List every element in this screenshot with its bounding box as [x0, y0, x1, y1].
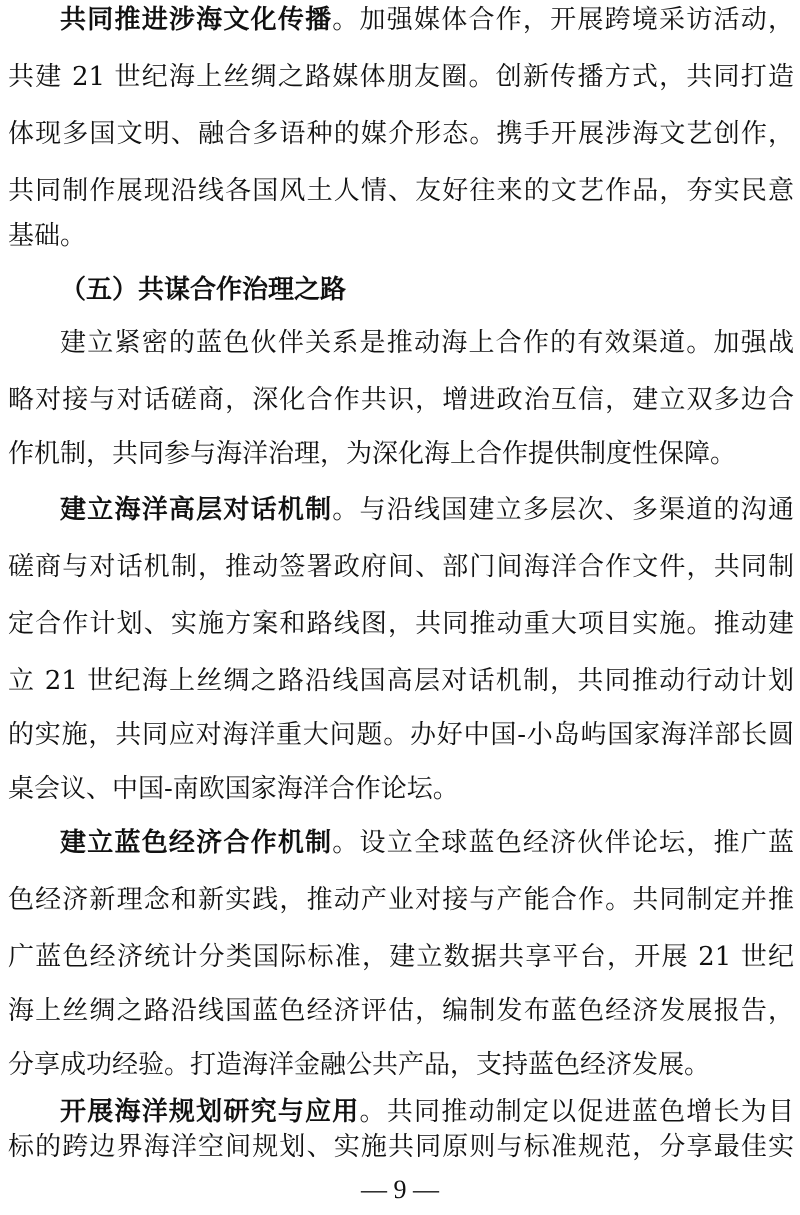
paragraph-5-line-1 [8, 1092, 794, 1132]
paragraph-4-line-3: 广蓝色经济统计分类国际标准，建立数据共享平台，开展 21 世纪 [8, 942, 794, 972]
paragraph-5-line-2: 标的跨边界海洋空间规划、实施共同原则与标准规范，分享最佳实 [8, 1132, 794, 1162]
paragraph-2-line-1: 建立紧密的蓝色伙伴关系是推动海上合作的有效渠道。加强战 [60, 328, 794, 358]
paragraph-3-line-2: 磋商与对话机制，推动签署政府间、部门间海洋合作文件，共同制 [8, 552, 794, 582]
paragraph-4-lead: 建立蓝色经济合作机制 [60, 828, 333, 858]
paragraph-4-lead-rest: 。设立全球蓝色经济伙伴论坛，推广蓝 [332, 828, 794, 858]
paragraph-4-line-2: 色经济新理念和新实践，推动产业对接与产能合作。共同制定并推 [8, 885, 794, 915]
paragraph-2-line-3: 作机制，共同参与海洋治理，为深化海上合作提供制度性保障。 [8, 439, 737, 469]
paragraph-3-line-1 [8, 490, 794, 530]
paragraph-3-line-6: 桌会议、中国-南欧国家海洋合作论坛。 [8, 774, 459, 804]
section-heading-5: （五）共谋合作治理之路 [60, 275, 347, 305]
paragraph-3-line-5: 的实施，共同应对海洋重大问题。办好中国-小岛屿国家海洋部长圆 [8, 720, 794, 750]
paragraph-4-line-5: 分享成功经验。打造海洋金融公共产品，支持蓝色经济发展。 [8, 1050, 711, 1080]
paragraph-2-line-2: 略对接与对话磋商，深化合作共识，增进政治互信，建立双多边合 [8, 385, 794, 415]
paragraph-3-lead-rest: 。与沿线国建立多层次、多渠道的沟通 [332, 495, 794, 525]
page-number: — 9 — [361, 1175, 439, 1204]
paragraph-1-line-2: 共建 21 世纪海上丝绸之路媒体朋友圈。创新传播方式，共同打造 [8, 62, 794, 92]
paragraph-5-lead-rest: 。共同推动制定以促进蓝色增长为目 [359, 1097, 794, 1127]
paragraph-3-line-4: 立 21 世纪海上丝绸之路沿线国高层对话机制，共同推动行动计划 [8, 666, 794, 696]
paragraph-3-line-3: 定合作计划、实施方案和路线图，共同推动重大项目实施。推动建 [8, 609, 794, 639]
paragraph-1-lead: 共同推进涉海文化传播 [60, 5, 333, 35]
paragraph-1-line-5: 基础。 [8, 221, 87, 251]
paragraph-5-lead: 开展海洋规划研究与应用 [60, 1097, 360, 1127]
paragraph-1-line-1 [8, 0, 794, 40]
paragraph-3-lead: 建立海洋高层对话机制 [60, 495, 333, 525]
paragraph-1-line-4: 共同制作展现沿线各国风土人情、友好往来的文艺作品，夯实民意 [8, 176, 794, 206]
paragraph-4-line-1 [8, 823, 794, 863]
paragraph-4-line-4: 海上丝绸之路沿线国蓝色经济评估，编制发布蓝色经济发展报告， [8, 996, 794, 1026]
paragraph-1-lead-rest: 。加强媒体合作，开展跨境采访活动， [332, 5, 794, 35]
paragraph-1-line-3: 体现多国文明、融合多语种的媒介形态。携手开展涉海文艺创作， [8, 119, 794, 149]
